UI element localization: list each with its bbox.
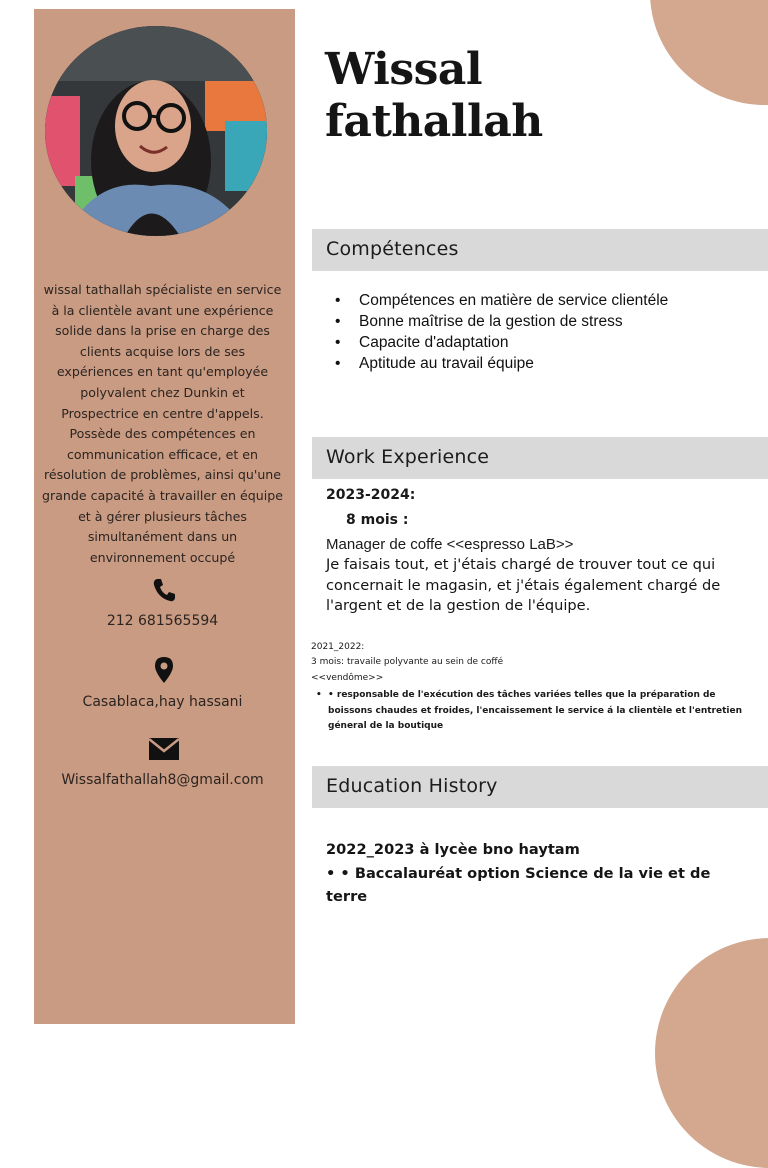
decorative-circle-bottom	[655, 938, 768, 1168]
experience-section-header	[312, 437, 768, 479]
job-duration: 8 mois :	[346, 512, 409, 528]
phone-icon	[146, 575, 182, 605]
address: Casablaca,hay hassani	[82, 694, 243, 710]
skills-title: Compétences	[326, 238, 459, 260]
job-role: 3 mois: travaile polyvante au sein de coffé	[311, 657, 504, 667]
profile-photo	[45, 26, 267, 236]
email-address: Wissalfathallah8@gmail.com	[61, 772, 264, 788]
mail-icon	[146, 734, 182, 764]
avatar	[45, 26, 267, 236]
job-detail-text: • responsable de l'exécution des tâches variées telles que la préparation de boissons chaudes et froides, l'encaissement le service á la clientèle et l'entretien géneral de la boutique	[328, 690, 742, 731]
decorative-circle-top	[650, 0, 768, 105]
skills-section-header	[312, 229, 768, 271]
list-item: • Bonne maîtrise de la gestion de stress	[330, 311, 689, 332]
education-section-header	[312, 766, 768, 808]
last-name: fathallah	[325, 96, 543, 147]
experience-title: Work Experience	[326, 446, 490, 468]
job-period: 2023-2024:	[326, 487, 416, 503]
education-entry: 2022_2023 à lycèe bno haytam	[326, 841, 580, 858]
job-role: Manager de coffe <<espresso LaB>>	[326, 536, 574, 553]
page-title	[325, 44, 645, 148]
education-degree-continued: terre	[326, 888, 368, 905]
job-detail	[316, 688, 748, 735]
education-degree: • • Baccalauréat option Science de la vie et de	[326, 865, 711, 882]
skills-list	[330, 290, 689, 374]
education-title: Education History	[326, 775, 498, 797]
profile-summary: wissal tathallah spécialiste en service à la clientèle avant une expérience solide dans la prise en charge des clients acquise lors de ses expériences en tant qu'employée polyvalent chez Dunkin et Prospectrice en centre d'appels. Possède des compétences en communication efficace, et en résolution de problèmes, ainsi qu'une grande capacité à travailler en équipe et à gérer plusieurs tâches simultanément dans un environnement occupé	[42, 282, 283, 565]
list-item: • Compétences en matière de service clientéle	[330, 290, 689, 311]
job-period: 2021_2022:	[311, 642, 365, 652]
location-pin-icon	[146, 655, 182, 685]
job-place: <<vendôme>>	[311, 673, 384, 683]
first-name: Wissal	[325, 44, 483, 95]
list-item: • Capacite d'adaptation	[330, 332, 689, 353]
job-description: Je faisais tout, et j'étais chargé de trouver tout ce qui concernait le magasin, et j'étais également chargé de l'argent et de la gestion de l'équipe.	[326, 556, 721, 614]
phone-number: 212 681565594	[106, 613, 219, 629]
bullet: •	[316, 690, 322, 700]
list-item: • Aptitude au travail équipe	[330, 353, 689, 374]
